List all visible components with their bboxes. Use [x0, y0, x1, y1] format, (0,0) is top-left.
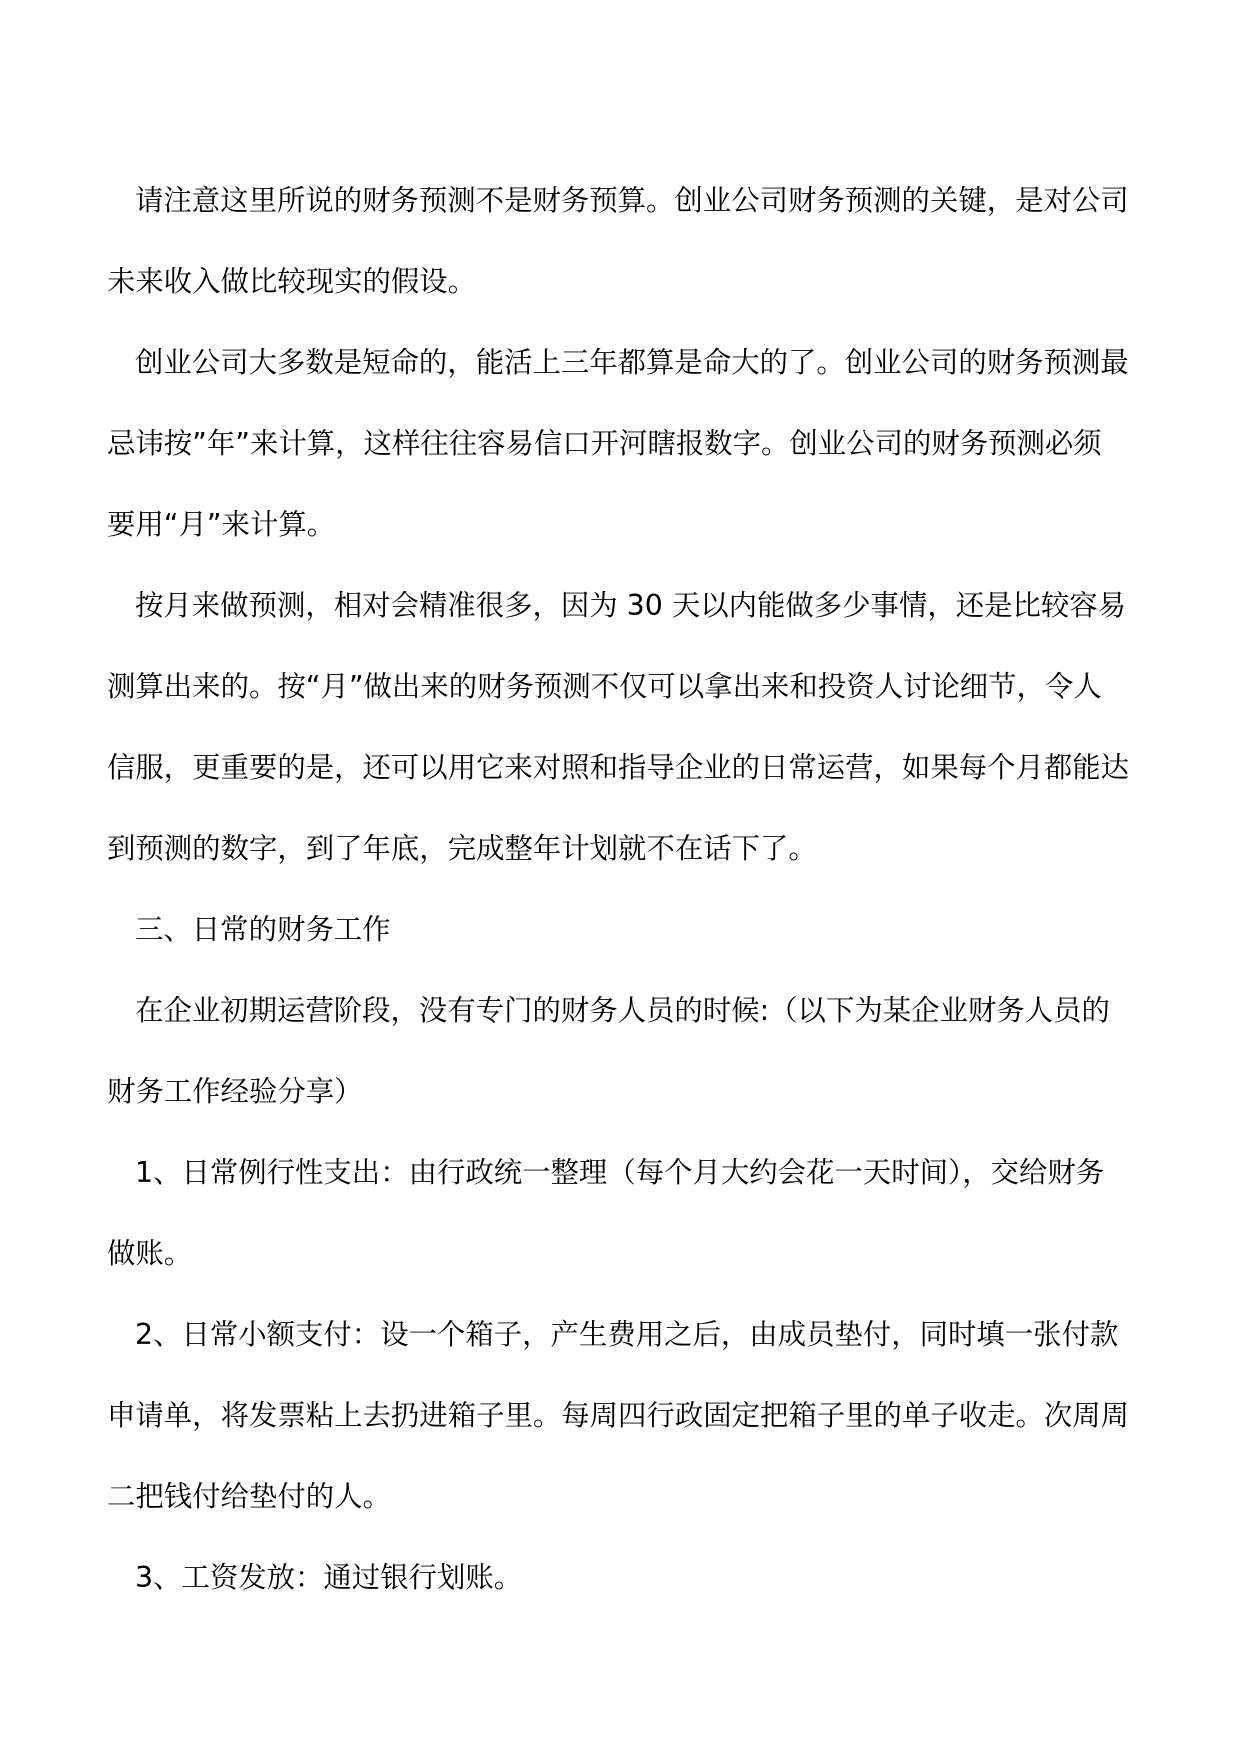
- paragraph-monthly-forecast-benefits: 按月来做预测，相对会精准很多，因为 30 天以内能做多少事情，还是比较容易测算出来的。按“月”做出来的财务预测不仅可以拿出来和投资人讨论细节，令人信服，更重要的是，还可以用它来对照和指导企业的日常运营，如果每个月都能达到预测的数字，到了年底，完成整年计划就不在话下了。: [107, 589, 1130, 865]
- list-item-routine-expenses: 1、日常例行性支出：由行政统一整理（每个月大约会花一天时间），交给财务做账。: [107, 1156, 1105, 1270]
- list-item-payroll: 3、工资发放：通过银行划账。: [135, 1561, 523, 1594]
- list-item-petty-cash: 2、日常小额支付：设一个箱子，产生费用之后，由成员垫付，同时填一张付款申请单，将发票粘上去扔进箱子里。每周四行政固定把箱子里的单子收走。次周周二把钱付给垫付的人。: [107, 1318, 1130, 1513]
- section-heading-daily-finance: 三、日常的财务工作: [135, 913, 391, 946]
- document-body: [107, 160, 1130, 1618]
- paragraph-financial-forecast-note: 请注意这里所说的财务预测不是财务预算。创业公司财务预测的关键，是对公司未来收入做比较现实的假设。: [107, 184, 1129, 298]
- paragraph-early-stage-operations: 在企业初期运营阶段，没有专门的财务人员的时候:（以下为某企业财务人员的财务工作经验分享）: [107, 994, 1110, 1108]
- paragraph-monthly-calculation: 创业公司大多数是短命的，能活上三年都算是命大的了。创业公司的财务预测最忌讳按”年”来计算，这样往往容易信口开河瞎报数字。创业公司的财务预测必须要用“月”来计算。: [107, 346, 1129, 541]
